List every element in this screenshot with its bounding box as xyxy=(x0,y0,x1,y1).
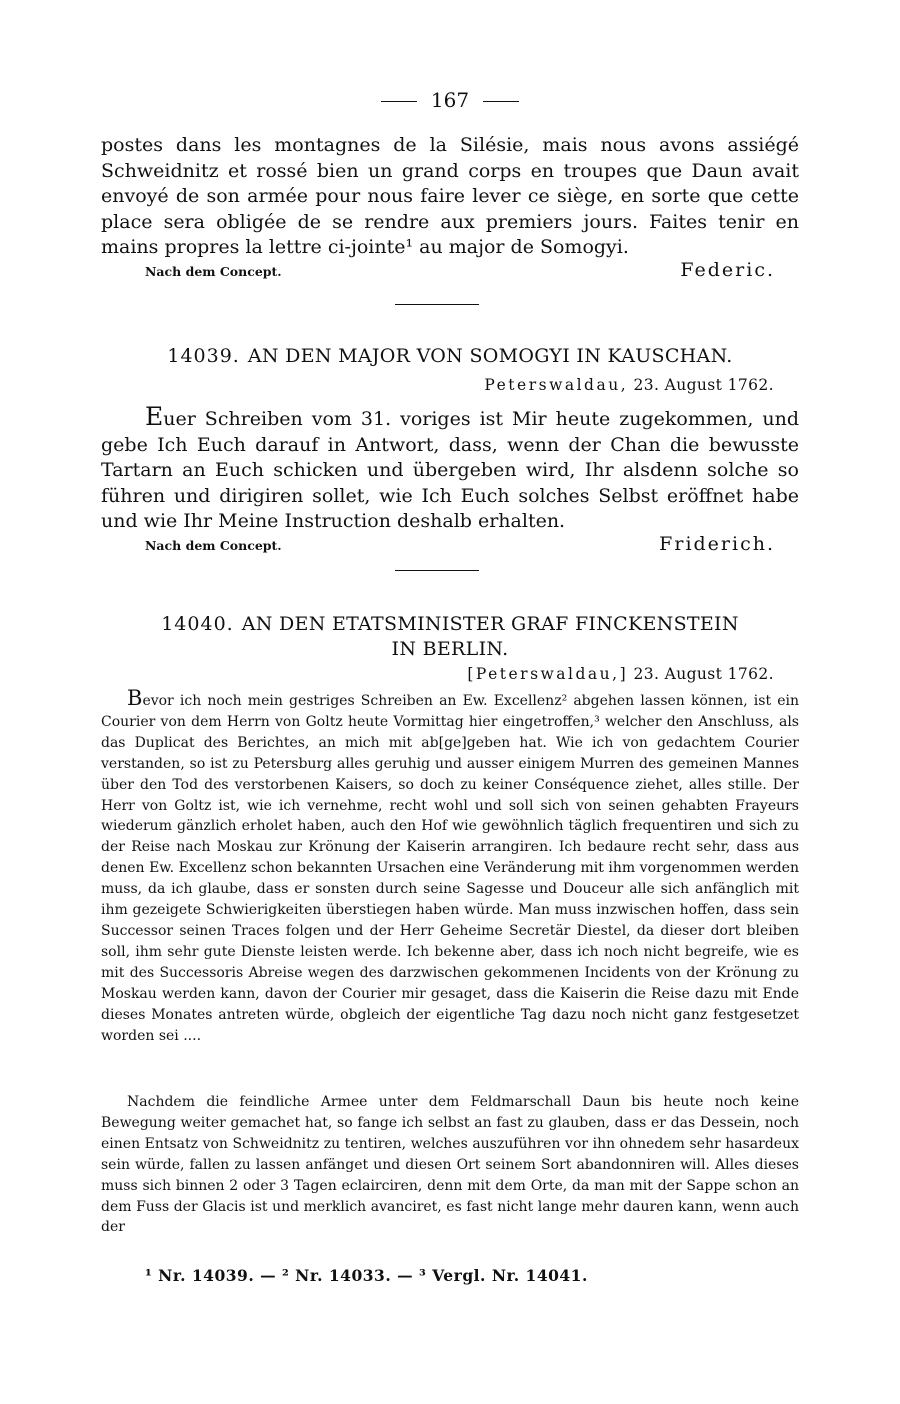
letter-body xyxy=(101,404,799,535)
letter-closing xyxy=(145,533,775,555)
source-note: Nach dem Concept. xyxy=(145,264,282,279)
letter-number: 14039. xyxy=(167,345,240,367)
date-place: Peterswaldau, xyxy=(484,376,629,394)
letter-title-line-1: AN DEN ETATSMINISTER GRAF FINCKENSTEIN xyxy=(241,613,739,635)
letter-number: 14040. xyxy=(161,613,234,635)
date: 23. August 1762. xyxy=(633,376,774,394)
intro-closing xyxy=(145,259,775,281)
letter-title-line-2: IN BERLIN. xyxy=(391,638,509,660)
section-divider xyxy=(395,304,479,305)
source-note: Nach dem Concept. xyxy=(145,538,282,553)
letter-paragraph-1-text: evor ich noch mein gestriges Schreiben an Ew. Excellenz² abgehen lassen können, ist ein Courier von dem Herrn von Goltz heute Vormittag hier eingetroffen,³ welcher den Anschluss, als das Duplicat des Berichtes, an mich mit ab[ge]geben hat. Wie ich von gedachtem Courier verstanden, so ist zu Petersburg alles geruhig und ausser einigem Murren des gemeinen Mannes über den Tod des verstorbenen Kaisers, so doch zu keiner Conséquence ziehet, alles stille. Der Herr von Goltz ist, wie ich vernehme, recht wohl und soll sich von seinen gehabten Frayeurs wiederum gänzlich erholet haben, auch den Hof wie gewöhnlich täglich frequentiren und sich zu der Reise nach Moskau zur Krönung der Kaiserin arrangiren. Ich bedaure recht sehr, dass aus denen Ew. Excellenz schon bekannten Ursachen eine Veränderung mit ihm vorgenommen werden muss, da ich glaube, dass er sonsten durch seine Sagesse und Douceur alle sich anfänglich mit ihm gezeigete Schwierigkeiten überstiegen haben würde. Man muss inzwischen hoffen, dass sein Successor seinen Traces folgen und der Herr Geheime Secretär Diestel, da dieser dort bleiben soll, ihm sehr gute Dienste leisten werde. Ich bekenne aber, dass ich noch nicht begreife, wie es mit des Successoris Abreise wegen des darzwischen gekommenen Incidents von der Krönung zu Moskau werden kann, davon der Courier mir gesaget, dass die Kaiserin die Reise dazu mit Ende dieses Monates antreten würde, obgleich der eigentliche Tag dazu noch nicht ganz festgesetzet worden sei .... xyxy=(101,693,799,1044)
dateline xyxy=(484,376,774,394)
initial-letter: E xyxy=(145,402,164,431)
letter-title: AN DEN MAJOR VON SOMOGYI IN KAUSCHAN. xyxy=(247,345,733,367)
signature: Federic. xyxy=(680,259,775,281)
dateline xyxy=(467,665,774,683)
letter-heading-line-1 xyxy=(101,612,799,637)
page-number-dash-right xyxy=(483,101,519,102)
date: 23. August 1762. xyxy=(633,665,774,683)
letter-paragraph-2: Nachdem die feindliche Armee unter dem Feldmarschall Daun bis heute noch keine Bewegung weiter gemachet hat, so fange ich selbst an fast zu glauben, dass er das Dessein, noch einen Entsatz von Schweidnitz zu tentiren, welches auszuführen vor ihn ohnedem sehr hasardeux sein würde, fallen zu lassen anfänget und diesen Ort seinem Sort abandonniren will. Alles dieses muss sich binnen 2 oder 3 Tagen eclairciren, denn mit dem Orte, da man mit der Sappe schon an dem Fuss der Glacis ist und merklich avanciret, es fast nicht lange mehr dauren kann, wenn auch der xyxy=(101,1094,799,1236)
page-number-dash-left xyxy=(381,101,417,102)
letter-paragraph-1 xyxy=(101,688,799,1046)
footnotes: ¹ Nr. 14039. — ² Nr. 14033. — ³ Vergl. Nr. 14041. xyxy=(145,1266,588,1285)
intro-paragraph: postes dans les montagnes de la Silésie, mais nous avons assiégé Schweidnitz et rossé bien un grand corps en troupes que Daun avait envoyé de son armée pour nous faire lever ce siège, en sorte que cette place sera obligée de se rendre aux premiers jours. Faites tenir en mains propres la lettre ci-jointe¹ au major de Somogyi. xyxy=(101,134,799,258)
letter-body-text: uer Schreiben vom 31. voriges ist Mir heute zugekommen, und gebe Ich Euch darauf in Antwort, dass, wenn der Chan die bewusste Tartarn an Euch schicken und übergeben wird, Ihr alsdenn solche so führen und dirigiren sollet, wie Ich Euch solches Selbst eröffnet habe und wie Ihr Meine Instruction deshalb erhalten. xyxy=(101,408,799,532)
initial-letter: B xyxy=(127,686,143,710)
letter-heading xyxy=(101,612,799,662)
date-place: [Peterswaldau,] xyxy=(467,665,629,683)
letter-heading xyxy=(101,344,799,369)
page-number: 167 xyxy=(430,88,470,112)
section-divider xyxy=(395,570,479,571)
signature: Friderich. xyxy=(659,533,775,555)
page-number-line xyxy=(0,88,900,112)
